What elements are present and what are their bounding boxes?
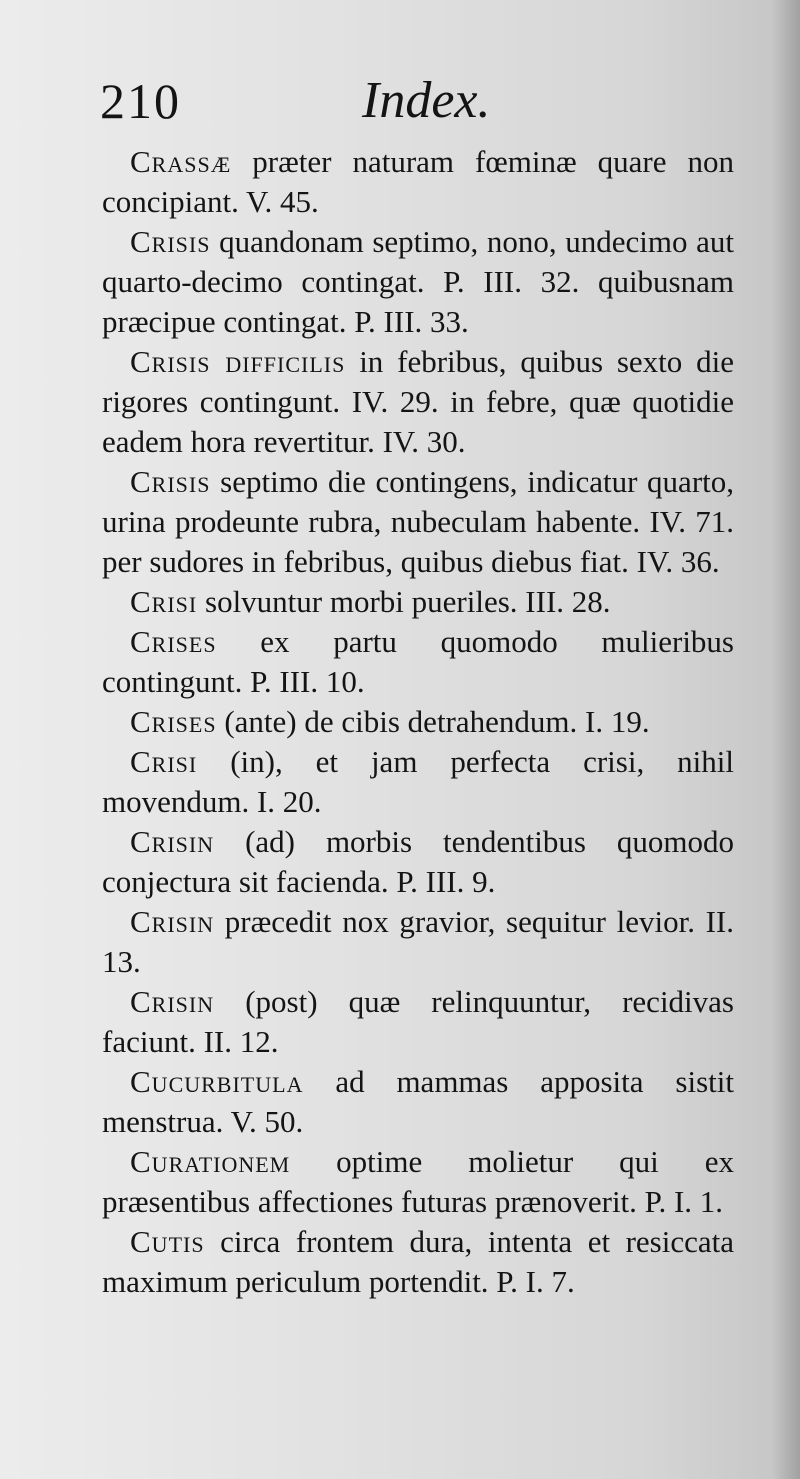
- entry-headword: Crisis: [130, 464, 211, 499]
- running-title: Index.: [362, 72, 491, 129]
- index-entry: [102, 342, 734, 462]
- entry-headword: Cutis: [130, 1224, 205, 1259]
- index-entry: [102, 462, 734, 582]
- entry-headword: Crisis: [130, 224, 211, 259]
- entry-headword: Crisin: [130, 984, 215, 1019]
- entry-text: ad mammas apposita sistit menstrua. V. 50.: [102, 1064, 734, 1139]
- entry-text: præcedit nox gravior, sequitur levior. II. 13.: [102, 904, 734, 979]
- index-entry: [102, 742, 734, 822]
- entry-headword: Crisi: [130, 584, 198, 619]
- entry-text: præter naturam fœminæ quare non concipiant. V. 45.: [102, 144, 734, 219]
- entry-headword: Crises: [130, 624, 217, 659]
- index-entry: [102, 582, 734, 622]
- index-entry: [102, 1062, 734, 1142]
- entry-text: solvuntur morbi pueriles. III. 28.: [197, 584, 611, 619]
- index-entry: [102, 622, 734, 702]
- entry-text: (ante) de cibis detrahendum. I. 19.: [216, 704, 650, 739]
- page-header: [100, 66, 740, 136]
- index-entries: [102, 142, 734, 1302]
- entry-text: ex partu quomodo mulieribus contingunt. P. III. 10.: [102, 624, 734, 699]
- entry-headword: Crisin: [130, 904, 215, 939]
- index-entry: [102, 1222, 734, 1302]
- entry-headword: Crises: [130, 704, 217, 739]
- index-entry: [102, 142, 734, 222]
- entry-headword: Curationem: [130, 1144, 291, 1179]
- entry-headword: Crisin: [130, 824, 215, 859]
- index-entry: [102, 702, 734, 742]
- entry-text: circa frontem dura, intenta et resiccata maximum periculum portendit. P. I. 7.: [102, 1224, 734, 1299]
- entry-headword: Cucurbitula: [130, 1064, 304, 1099]
- index-entry: [102, 902, 734, 982]
- index-entry: [102, 822, 734, 902]
- entry-headword: Crisi: [130, 744, 198, 779]
- index-entry: [102, 982, 734, 1062]
- page-number: 210: [100, 73, 181, 129]
- entry-text: quandonam septimo, nono, undecimo aut quarto-decimo contingat. P. III. 32. quibusnam præcipue contingat. P. III. 33.: [102, 224, 734, 339]
- entry-text: (ad) morbis tendentibus quomodo conjectura sit facienda. P. III. 9.: [102, 824, 734, 899]
- entry-text: optime molietur qui ex præsentibus affectiones futuras prænoverit. P. I. 1.: [102, 1144, 734, 1219]
- index-entry: [102, 222, 734, 342]
- entry-text: (post) quæ relinquuntur, recidivas faciunt. II. 12.: [102, 984, 734, 1059]
- entry-text: (in), et jam perfecta crisi, nihil movendum. I. 20.: [102, 744, 734, 819]
- index-entry: [102, 1142, 734, 1222]
- entry-headword: Crassæ: [130, 144, 232, 179]
- entry-text: in febribus, quibus sexto die rigores contingunt. IV. 29. in febre, quæ quotidie eadem hora revertitur. IV. 30.: [102, 344, 735, 459]
- entry-text: septimo die contingens, indicatur quarto, urina prodeunte rubra, nubeculam habente. IV. 71. per sudores in febribus, quibus diebus fiat. IV. 36.: [102, 464, 734, 579]
- entry-headword: Crisis difficilis: [130, 344, 346, 379]
